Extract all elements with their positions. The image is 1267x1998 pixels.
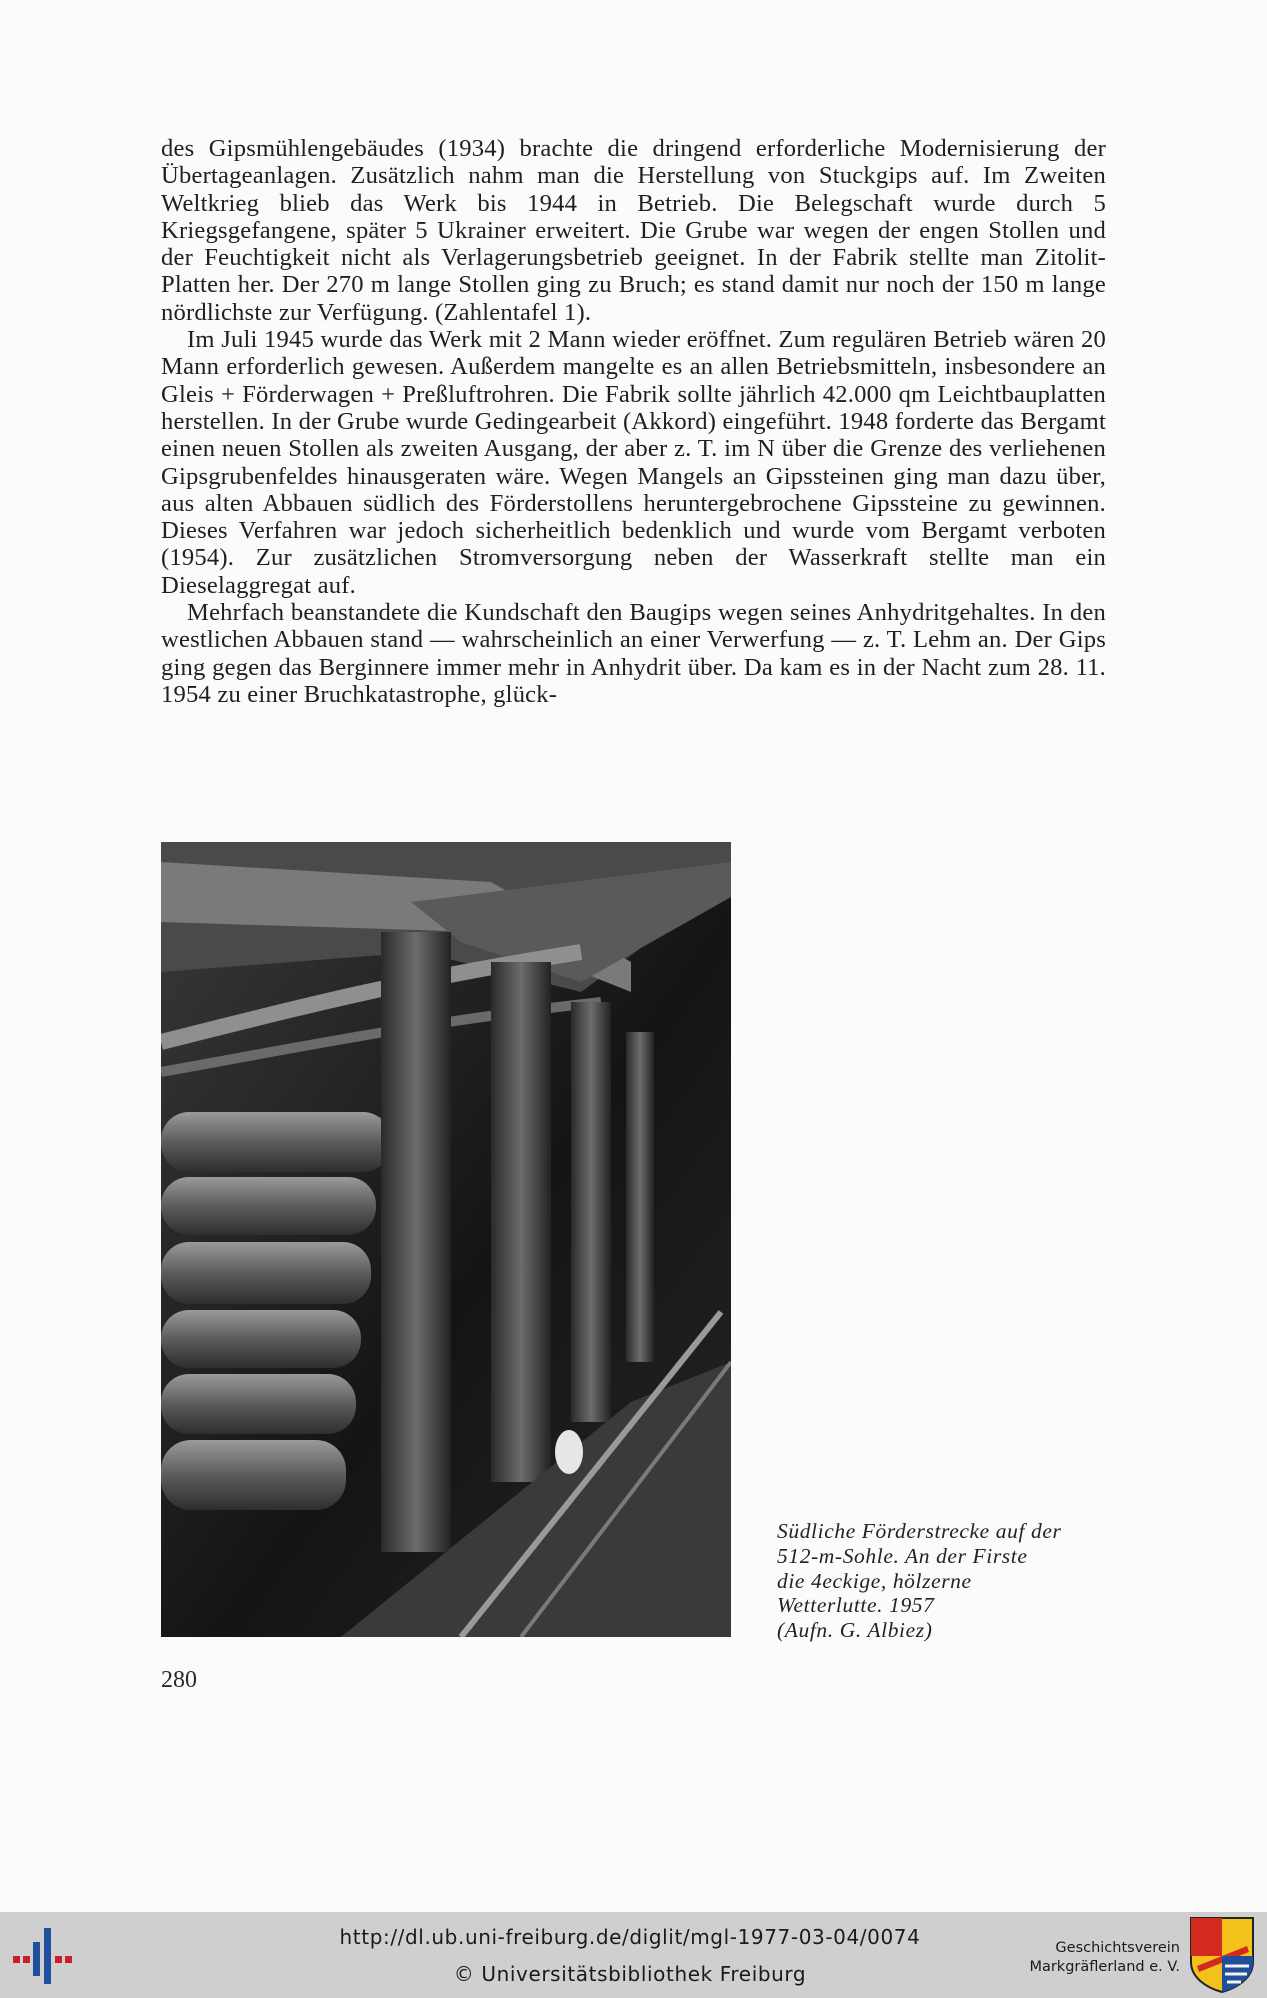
caption-line: Wetterlutte. 1957 (777, 1593, 935, 1618)
page-number: 280 (161, 1667, 197, 1693)
photo-caption (777, 1519, 1107, 1643)
society-line-1: Geschichtsverein (1055, 1940, 1180, 1956)
footer-copyright: © Universitätsbibliothek Freiburg (453, 1962, 807, 1986)
society-name (1000, 1939, 1180, 1977)
footer-bar (0, 1912, 1267, 1998)
footer-url-link[interactable]: http://dl.ub.uni-freiburg.de/diglit/mgl-1977-03-04/0074 (339, 1925, 921, 1949)
paragraph-1: des Gipsmühlengebäudes (1934) brachte die dringend erforderliche Modernisierung der Übertageanlagen. Zusätzlich nahm man die Herstellung von Stuckgips auf. Im Zweiten Weltkrieg blieb das Werk bis 1944 in Betrieb. Die Belegschaft wurde durch 5 Kriegsgefangene, später 5 Ukrainer erweitert. Die Grube war wegen der engen Stollen und der Feuchtigkeit nicht als Verlagerungsbetrieb geeignet. In der Fabrik stellte man Zitolit-Platten her. Der 270 m lange Stollen ging zu Bruch; es stand damit nur noch der 150 m lange nördlichste zur Verfügung. (Zahlentafel 1). (161, 135, 1106, 326)
paragraph-3: Mehrfach beanstandete die Kundschaft den Baugips wegen seines Anhydritgehaltes. In den westlichen Abbauen stand — wahrscheinlich an einer Verwerfung — z. T. Lehm an. Der Gips ging gegen das Berginnere immer mehr in Anhydrit über. Da kam es in der Nacht zum 28. 11. 1954 zu einer Bruchkatastrophe, glück- (161, 599, 1106, 708)
paragraph-2: Im Juli 1945 wurde das Werk mit 2 Mann wieder eröffnet. Zum regulären Betrieb wären 20 Mann erforderlich gewesen. Außerdem mangelte es an allen Betriebsmitteln, insbesondere an Gleis + Förderwagen + Preßluftrohren. Die Fabrik sollte jährlich 42.000 qm Leichtbauplatten herstellen. In der Grube wurde Gedingearbeit (Akkord) eingeführt. 1948 forderte das Bergamt einen neuen Stollen als zweiten Ausgang, der aber z. T. im N über die Grenze des verliehenen Gipsgrubenfeldes hinausgeraten wäre. Wegen Mangels an Gipssteinen ging man dazu über, aus alten Abbauen südlich des Förderstollens heruntergebrochene Gipssteine zu gewinnen. Dieses Verfahren war jedoch sicherheitlich bedenklich und wurde vom Bergamt verboten (1954). Zur zusätzlichen Stromversorgung neben der Wasserkraft stellte man ein Dieselaggregat auf. (161, 326, 1106, 599)
library-logo-icon (13, 1928, 79, 1984)
caption-line: Südliche Förderstrecke auf der (777, 1519, 1062, 1543)
caption-line: 512-m-Sohle. An der Firste (777, 1543, 1028, 1568)
mine-tunnel-photo (161, 842, 731, 1637)
caption-line: (Aufn. G. Albiez) (777, 1618, 933, 1643)
body-text (161, 135, 1106, 708)
society-line-2: Markgräflerland e. V. (1029, 1959, 1180, 1975)
caption-line: die 4eckige, hölzerne (777, 1568, 972, 1593)
coat-of-arms-icon (1189, 1916, 1255, 1994)
